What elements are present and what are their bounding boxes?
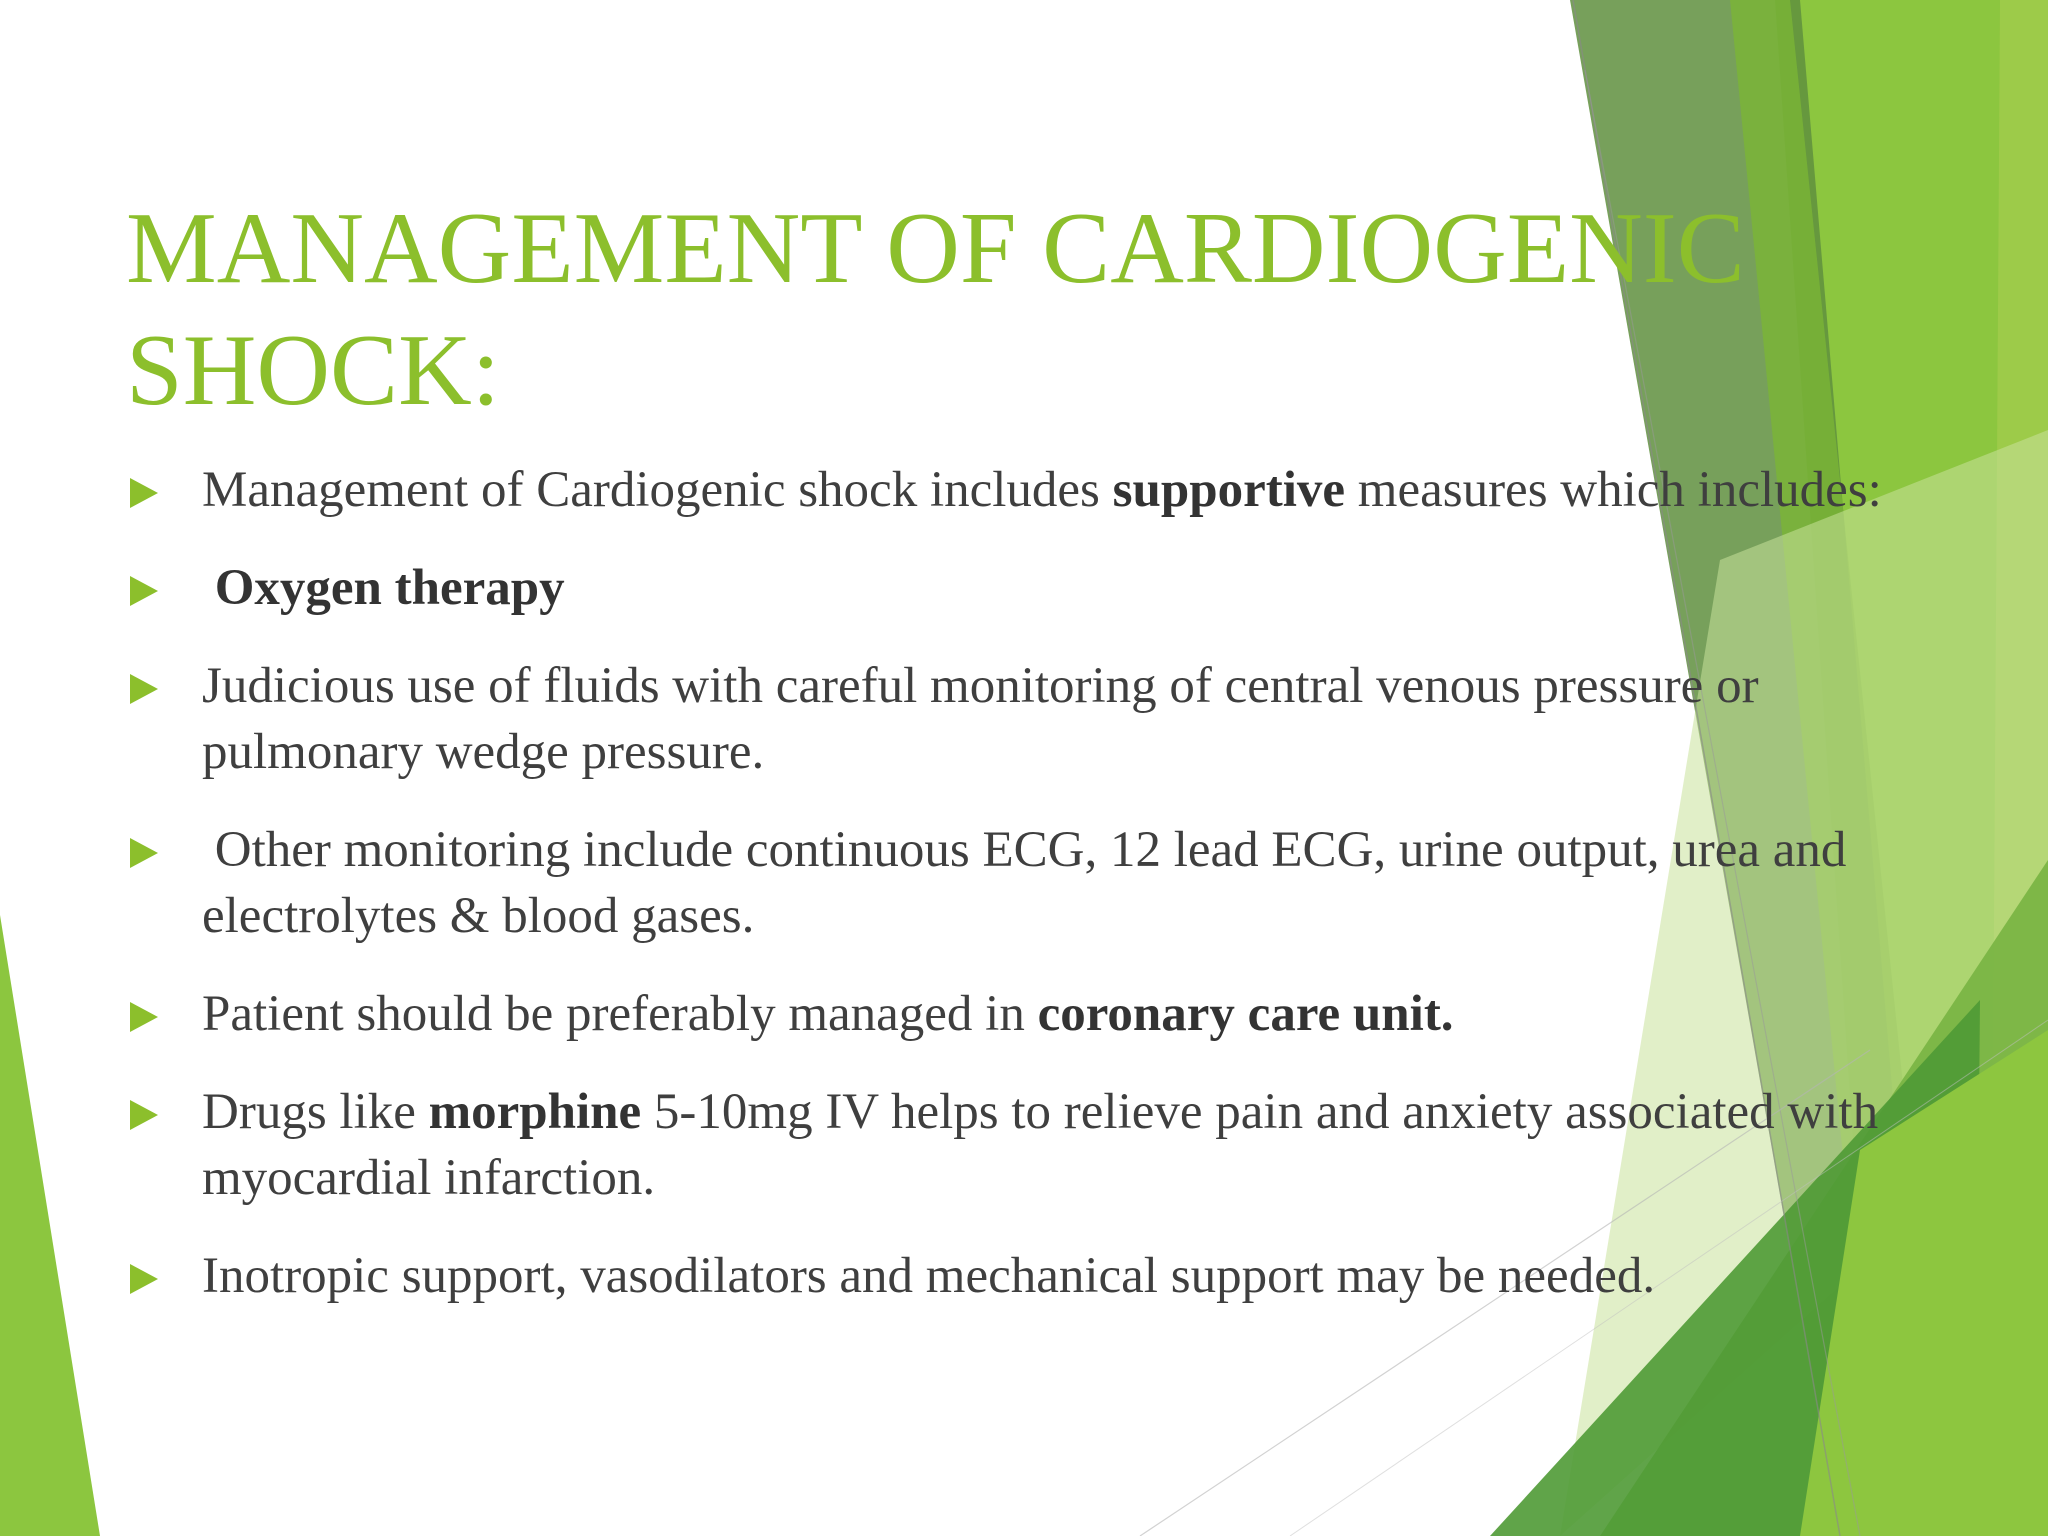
bullet-text: Judicious use of fluids with careful monitoring of central venous pressure or pulmonary wedge pressure. — [202, 658, 1759, 780]
bullet-item-fluids — [126, 653, 1886, 785]
bullet-text: Other monitoring include continuous ECG, 12 lead ECG, urine output, urea and electrolytes & blood gases. — [202, 822, 1860, 944]
bullet-text: Management of Cardiogenic shock includes — [202, 462, 1113, 518]
bullet-arrow-icon — [130, 674, 158, 704]
slide-title — [126, 188, 1826, 432]
bullet-item-other-monitoring — [126, 817, 1886, 949]
bullet-text — [202, 560, 215, 616]
bullet-bold-text: morphine — [428, 1084, 642, 1140]
bullet-item-coronary-care-unit — [126, 981, 1886, 1047]
bullet-text: Inotropic support, vasodilators and mechanical support may be needed. — [202, 1248, 1656, 1304]
slide-title-line-1: MANAGEMENT OF CARDIOGENIC — [126, 192, 1745, 305]
bullet-arrow-icon — [130, 1100, 158, 1130]
bullet-arrow-icon — [130, 576, 158, 606]
bullet-bold-text: supportive — [1112, 462, 1346, 518]
bullet-item-morphine — [126, 1079, 1886, 1211]
bullet-bold-text: coronary care unit. — [1037, 986, 1454, 1042]
bullet-item-oxygen-therapy — [126, 555, 1886, 621]
bullet-text: Patient should be preferably managed in — [202, 986, 1038, 1042]
slide-title-line-2: SHOCK: — [126, 314, 501, 427]
bullet-arrow-icon — [130, 1002, 158, 1032]
bullet-arrow-icon — [130, 1264, 158, 1294]
bullet-arrow-icon — [130, 478, 158, 508]
bullet-item-supportive-measures — [126, 457, 1886, 523]
bullet-item-inotropic-support — [126, 1243, 1886, 1309]
bullet-text: Drugs like — [202, 1084, 429, 1140]
left-green-wedge — [0, 915, 100, 1536]
bullet-list — [126, 457, 1886, 1309]
bullet-bold-text: Oxygen therapy — [214, 560, 565, 616]
bullet-text-tail: measures which includes: — [1345, 462, 1882, 518]
bullet-arrow-icon — [130, 838, 158, 868]
bullet-text-tail: 5-10mg IV helps to relieve pain and anxiety associated with myocardial infarction. — [202, 1084, 1879, 1206]
